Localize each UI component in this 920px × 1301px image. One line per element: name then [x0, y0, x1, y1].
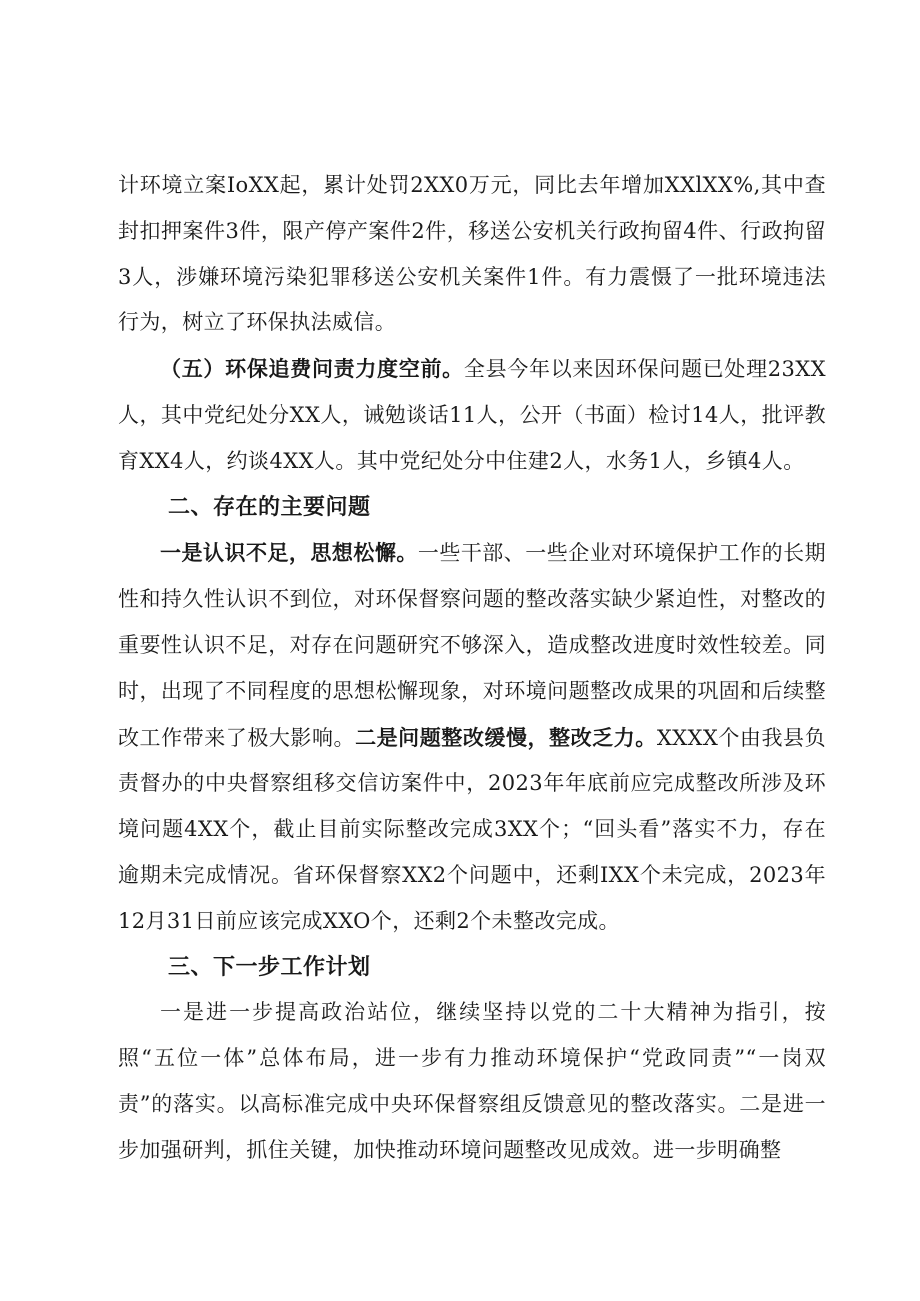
paragraph-text: 计环境立案IoXX起，累计处罚2XX0万元，同比去年增加XXlXX%,其中查封扣押案件3件，限产停产案件2件，移送公安机关行政拘留4件、行政拘留3人，涉嫌环境污染犯罪移送公安机关案件1件。有力震慑了一批环境违法行为，树立了环保执法威信。	[118, 173, 826, 335]
paragraph-lead-bold: （五）环保追费问责力度空前。	[160, 356, 464, 382]
section-heading-main-problems: 二、存在的主要问题	[168, 494, 371, 520]
paragraph-text-2: XXXX个由我县负责督办的中央督察组移交信访案件中，2023年年底前应完成整改所涉及环境问题4XX个，截止目前实际整改完成3XX个；“回头看”落实不力，存在逾期未完成情况。省环保督察XX2个问题中，还剩IXX个未完成，2023年12月31日前应该完成XXO个，还剩2个未整改完成。	[118, 725, 826, 933]
paragraph-text: 一些干部、一些企业对环境保护工作的长期性和持久性认识不到位，对环保督察问题的整改落实缺少紧迫性，对整改的重要性认识不足，对存在问题研究不够深入，造成整改进度时效性较差。同时，出现了不同程度的思想松懈现象，对环境问题整改成果的巩固和后续整改工作带来了极大影响。	[118, 541, 826, 750]
paragraph-text: 全县今年以来因环保问题已处理23XX人，其中党纪处分XX人，诫勉谈话11人，公开（书面）检讨14人，批评教育XX4人，约谈4XX人。其中党纪处分中住建2人，水务1人，乡镇4人。	[118, 357, 826, 473]
paragraph-problems	[118, 530, 826, 944]
section-heading-next-plan: 三、下一步工作计划	[168, 954, 371, 980]
paragraph-next-plan	[118, 990, 826, 1173]
paragraph-enforcement-cases	[118, 163, 826, 346]
paragraph-text: 一是进一步提高政治站位，继续坚持以党的二十大精神为指引，按照“五位一体”总体布局，进一步有力推动环境保护“党政同责”“一岗双责”的落实。以高标准完成中央环保督察组反馈意见的整改落实。二是进一步加强研判，抓住关键，加快推动环境问题整改见成效。进一步明确整	[118, 1000, 826, 1162]
document-body	[118, 163, 826, 1174]
paragraph-lead-bold: 一是认识不足，思想松懈。	[160, 540, 418, 566]
paragraph-lead-bold-2: 二是问题整改缓慢，整改乏力。	[355, 724, 657, 750]
paragraph-accountability	[118, 346, 826, 484]
